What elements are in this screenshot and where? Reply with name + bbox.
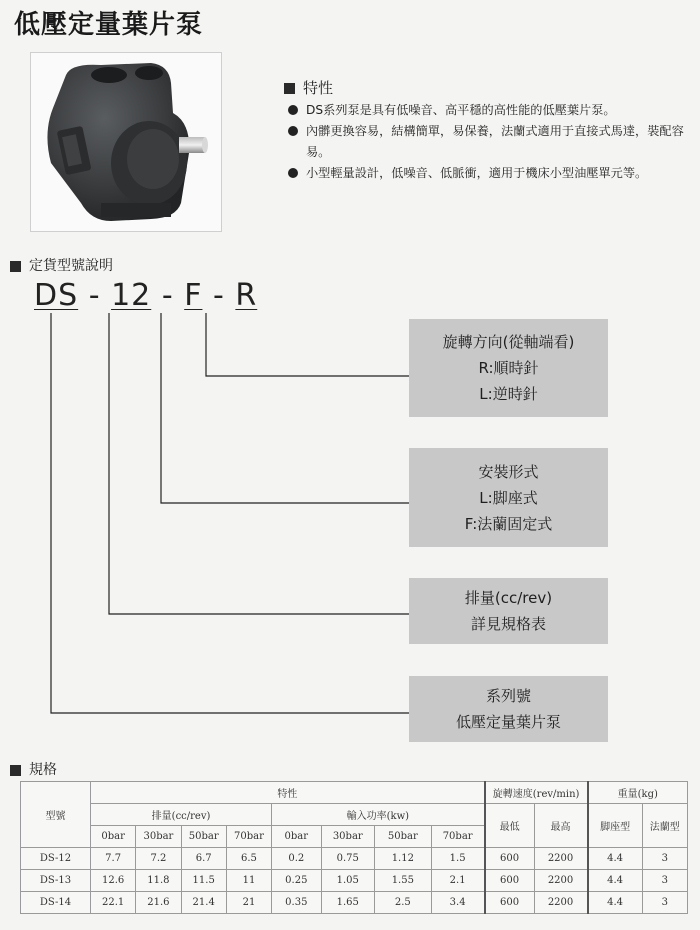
- header-pressure: 70bar: [226, 826, 271, 848]
- table-cell: 0.25: [272, 870, 321, 892]
- table-cell: 3.4: [431, 892, 485, 914]
- table-cell: 2200: [534, 892, 588, 914]
- header-characteristics: 特性: [90, 782, 484, 804]
- displacement-box: 排量(cc/rev) 詳見規格表: [409, 578, 608, 644]
- header-flange-type: 法蘭型: [642, 804, 687, 848]
- table-cell: 22.1: [90, 892, 135, 914]
- page-title: 低壓定量葉片泵: [14, 10, 204, 40]
- header-row: [21, 804, 688, 826]
- table-cell: 7.2: [136, 848, 181, 870]
- square-bullet-icon: [10, 765, 21, 776]
- table-cell: 4.4: [588, 848, 643, 870]
- table-cell: 0.2: [272, 848, 321, 870]
- table-cell: 3: [642, 848, 687, 870]
- model-code: DS - 12 - F - R: [34, 278, 258, 313]
- table-cell: 11.5: [181, 870, 226, 892]
- feature-item: 內髒更換容易，結構簡單，易保養，法蘭式適用于直接式馬達，裝配容易。: [288, 121, 688, 163]
- table-cell: 7.7: [90, 848, 135, 870]
- table-cell: 600: [485, 870, 534, 892]
- header-foot-type: 脚座型: [588, 804, 643, 848]
- header-row: [21, 782, 688, 804]
- cell-model: DS-12: [21, 848, 91, 870]
- code-mount: F: [184, 278, 203, 313]
- header-pressure: 50bar: [181, 826, 226, 848]
- table-cell: 2.5: [375, 892, 432, 914]
- table-cell: 600: [485, 892, 534, 914]
- table-cell: 1.12: [375, 848, 432, 870]
- table-cell: 21: [226, 892, 271, 914]
- header-model: 型號: [21, 782, 91, 848]
- spec-table: [20, 781, 688, 914]
- table-cell: 600: [485, 848, 534, 870]
- series-box: 系列號 低壓定量葉片泵: [409, 676, 608, 742]
- header-pressure: 70bar: [431, 826, 485, 848]
- header-displacement: 排量(cc/rev): [90, 804, 271, 826]
- header-rpm: 旋轉速度(rev/min): [485, 782, 588, 804]
- header-pressure: 30bar: [321, 826, 375, 848]
- header-weight: 重量(kg): [588, 782, 688, 804]
- code-rotation: R: [235, 278, 258, 313]
- table-cell: 3: [642, 892, 687, 914]
- table-row: [21, 870, 688, 892]
- table-row: [21, 848, 688, 870]
- table-cell: 6.7: [181, 848, 226, 870]
- cell-model: DS-14: [21, 892, 91, 914]
- table-cell: 3: [642, 870, 687, 892]
- header-rpm-min: 最低: [485, 804, 534, 848]
- header-pressure: 0bar: [90, 826, 135, 848]
- table-cell: 11: [226, 870, 271, 892]
- table-row: [21, 892, 688, 914]
- table-cell: 4.4: [588, 870, 643, 892]
- table-cell: 11.8: [136, 870, 181, 892]
- table-cell: 0.35: [272, 892, 321, 914]
- rotation-direction-box: 旋轉方向(從軸端看) R:順時針 L:逆時針: [409, 319, 608, 417]
- table-cell: 2.1: [431, 870, 485, 892]
- feature-item: DS系列泵是具有低噪音、高平穩的高性能的低壓葉片泵。: [288, 100, 688, 121]
- specs-heading: 規格: [10, 759, 57, 779]
- header-pressure: 30bar: [136, 826, 181, 848]
- header-input-power: 輸入功率(kw): [272, 804, 485, 826]
- table-cell: 1.65: [321, 892, 375, 914]
- code-series: DS: [34, 278, 79, 313]
- table-cell: 1.05: [321, 870, 375, 892]
- table-cell: 12.6: [90, 870, 135, 892]
- table-cell: 6.5: [226, 848, 271, 870]
- header-pressure: 50bar: [375, 826, 432, 848]
- table-cell: 2200: [534, 848, 588, 870]
- ordering-heading: 定貨型號說明: [10, 255, 113, 275]
- features-heading: 特性: [284, 77, 333, 98]
- table-cell: 1.55: [375, 870, 432, 892]
- header-pressure: 0bar: [272, 826, 321, 848]
- table-cell: 4.4: [588, 892, 643, 914]
- table-cell: 1.5: [431, 848, 485, 870]
- cell-model: DS-13: [21, 870, 91, 892]
- header-rpm-max: 最高: [534, 804, 588, 848]
- table-cell: 0.75: [321, 848, 375, 870]
- feature-item: 小型輕量設計，低噪音、低脈衝，適用于機床小型油壓單元等。: [288, 163, 688, 184]
- table-cell: 21.4: [181, 892, 226, 914]
- table-cell: 21.6: [136, 892, 181, 914]
- code-displacement: 12: [111, 278, 152, 313]
- mounting-type-box: 安裝形式 L:脚座式 F:法蘭固定式: [409, 448, 608, 547]
- table-cell: 2200: [534, 870, 588, 892]
